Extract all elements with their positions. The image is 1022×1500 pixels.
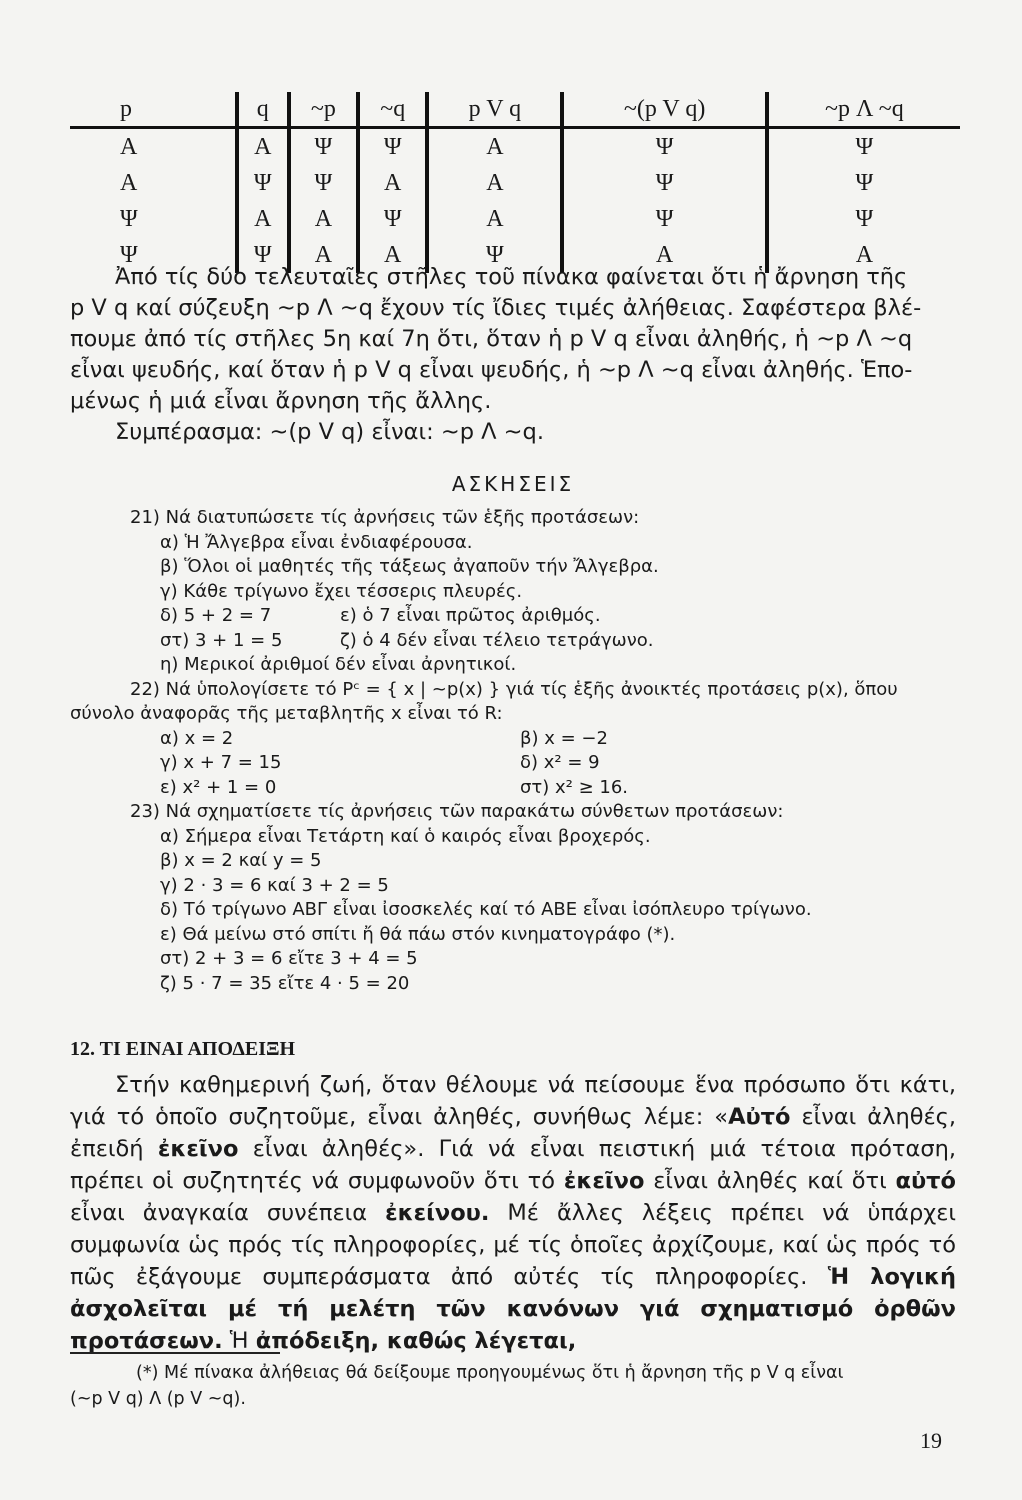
- exercise-item: γ) x + 7 = 15: [160, 752, 282, 773]
- emphasis: Αὐτό: [728, 1104, 791, 1130]
- exercises: [70, 466, 956, 996]
- exercise-item: ζ) ὁ 4 δέν εἶναι τέλειο τετράγωνο.: [340, 629, 654, 651]
- emphasis: ἀπόδειξη, καθώς λέγεται,: [255, 1328, 577, 1354]
- table-cell: Ψ: [120, 206, 138, 232]
- exercise-23: [70, 800, 956, 996]
- text-run: εἶναι ἀληθές καί ὅτι: [644, 1168, 896, 1194]
- table-cell: Α: [767, 237, 960, 273]
- exercise-21: [70, 506, 956, 678]
- exercise-item: ε) ὁ 7 εἶναι πρῶτος ἀριθμός.: [340, 605, 601, 626]
- col-header: p: [70, 92, 237, 128]
- page-number: 19: [920, 1428, 942, 1453]
- text-run: Στήν καθημερινή ζωή, ὅταν θέλουμε νά πείσουμε ἕνα πρόσωπο ὅτι κάτι, γιά τό ὁποῖο συζητοῦμε, εἶναι ἀληθές, συνήθως λέμε: «: [70, 1072, 956, 1130]
- section-title: 12. ΤΙ ΕΙΝΑΙ ΑΠΟΔΕΙΞΗ: [70, 1038, 296, 1060]
- table-cell: Α: [562, 237, 766, 273]
- exercise-title: 23) Νά σχηματίσετε τίς ἀρνήσεις τῶν παρακάτω σύνθετων προτάσεων:: [130, 801, 784, 822]
- exercise-item: δ) 5 + 2 = 7: [160, 605, 272, 626]
- table-row: [70, 201, 960, 237]
- table-cell: Ψ: [562, 201, 766, 237]
- exercise-item-row: [70, 751, 956, 776]
- emphasis: Ἡ λογική ἀσχολεῖται μέ τή μελέτη τῶν κανόνων γιά σχηματισμό ὀρθῶν προτάσεων.: [70, 1264, 956, 1354]
- exercise-item: α) Ἡ Ἄλγεβρα εἶναι ἐνδιαφέρουσα.: [160, 531, 473, 553]
- truth-table: [70, 92, 960, 273]
- text-run: εἶναι ἀναγκαία συνέπεια: [70, 1200, 386, 1226]
- table-cell: Ψ: [120, 242, 138, 268]
- text-run: Ἡ: [222, 1328, 256, 1354]
- table-cell: Ψ: [237, 165, 289, 201]
- footnote-line: (~p V q) Λ (p V ~q).: [70, 1389, 246, 1409]
- table-row: [70, 128, 960, 166]
- table-cell: Ψ: [427, 237, 562, 273]
- exercise-item-row: [70, 629, 956, 654]
- exercise-item: β) x = 2 καί y = 5: [160, 850, 322, 871]
- truth-table-header: [70, 92, 960, 128]
- exercise-item: α) Σήμερα εἶναι Τετάρτη καί ὁ καιρός εἶναι βροχερός.: [160, 825, 651, 847]
- emphasis: ἐκεῖνο: [157, 1136, 239, 1162]
- table-cell: Ψ: [767, 128, 960, 166]
- exercise-item: στ) 3 + 1 = 5: [160, 629, 283, 651]
- text-line: εἶναι ψευδής, καί ὅταν ἡ p V q εἶναι ψευδής, ἡ ~p Λ ~q εἶναι ἀληθής. Ἑπο-: [70, 357, 913, 383]
- col-header: q: [237, 92, 289, 128]
- text-run: εἶναι ἀληθές, ἐπειδή: [70, 1104, 957, 1162]
- table-cell: Α: [120, 170, 138, 196]
- text-run: εἶναι ἀληθές». Γιά νά εἶναι πειστική μιά τέτοια πρόταση, πρέπει οἱ συζητητές νά συμφωνοῦν ὅτι τό: [70, 1136, 956, 1194]
- section-12: [70, 1038, 956, 1357]
- text-line: p V q καί σύζευξη ~p Λ ~q ἔχουν τίς ἴδιες τιμές ἀλήθειας. Σαφέστερα βλέ-: [70, 295, 922, 321]
- exercise-item: στ) 2 + 3 = 6 εἴτε 3 + 4 = 5: [160, 948, 418, 969]
- table-cell: Α: [120, 134, 138, 160]
- table-cell: Α: [289, 237, 358, 273]
- exercise-item-row: [70, 727, 956, 752]
- col-header: ~(p V q): [562, 92, 766, 128]
- section-body: [70, 1069, 956, 1357]
- exercise-item: α) x = 2: [160, 727, 234, 749]
- exercise-item: η) Μερικοί ἀριθμοί δέν εἶναι ἀρνητικοί.: [160, 654, 517, 675]
- exercise-item: δ) Τό τρίγωνο ΑΒΓ εἶναι ἰσοσκελές καί τό ΑΒΕ εἶναι ἰσόπλευρο τρίγωνο.: [160, 899, 812, 920]
- text-line: μένως ἡ μιά εἶναι ἄρνηση τῆς ἄλλης.: [70, 388, 492, 414]
- col-header: ~p: [289, 92, 358, 128]
- table-cell: Α: [358, 165, 427, 201]
- table-cell: Α: [427, 128, 562, 166]
- exercise-item-row: [70, 604, 956, 629]
- exercises-heading: ΑΣΚΗΣΕΙΣ: [451, 472, 575, 496]
- exercise-item: γ) 2 · 3 = 6 καί 3 + 2 = 5: [160, 874, 389, 896]
- table-cell: Α: [237, 201, 289, 237]
- exercise-22: [70, 678, 956, 801]
- emphasis: ἐκεῖνο: [563, 1168, 645, 1194]
- col-header: p V q: [427, 92, 562, 128]
- table-cell: Ψ: [562, 165, 766, 201]
- exercise-title: 22) Νά ὑπολογίσετε τό Pᶜ = { x | ~p(x) } γιά τίς ἑξῆς ἀνοικτές προτάσεις p(x), ὅπου: [130, 678, 898, 700]
- exercise-item: β) Ὅλοι οἱ μαθητές τῆς τάξεως ἀγαποῦν τήν Ἄλγεβρα.: [160, 556, 659, 577]
- table-cell: Ψ: [358, 128, 427, 166]
- table-cell: Ψ: [289, 165, 358, 201]
- table-row: [70, 165, 960, 201]
- table-cell: Ψ: [767, 201, 960, 237]
- table-cell: Ψ: [289, 128, 358, 166]
- exercise-title-cont: σύνολο ἀναφορᾶς τῆς μεταβλητῆς x εἶναι τό R:: [70, 703, 503, 724]
- text-line: πουμε ἀπό τίς στῆλες 5η καί 7η ὅτι, ὅταν ἡ p V q εἶναι ἀληθής, ἡ ~p Λ ~q: [70, 326, 913, 352]
- conclusion: Συμπέρασμα: ~(p V q) εἶναι: ~p Λ ~q.: [115, 419, 544, 445]
- text-line: Ἀπό τίς δύο τελευταῖες στῆλες τοῦ πίνακα φαίνεται ὅτι ἡ ἄρνηση τῆς: [115, 264, 908, 290]
- exercise-item: ζ) 5 · 7 = 35 εἴτε 4 · 5 = 20: [160, 972, 410, 994]
- emphasis: αὐτό: [895, 1168, 956, 1194]
- exercise-item: ε) x² + 1 = 0: [160, 776, 277, 798]
- table-cell: Α: [289, 201, 358, 237]
- table-cell: Α: [358, 237, 427, 273]
- table-cell: Α: [427, 165, 562, 201]
- table-cell: Ψ: [358, 201, 427, 237]
- col-header: ~p Λ ~q: [767, 92, 960, 128]
- table-cell: Α: [427, 201, 562, 237]
- emphasis: ἐκείνου.: [385, 1200, 490, 1226]
- footnote: [70, 1360, 956, 1412]
- paragraph-negation: [70, 262, 956, 448]
- table-cell: Ψ: [562, 128, 766, 166]
- exercise-item: β) x = −2: [520, 727, 608, 749]
- exercise-item: δ) x² = 9: [520, 752, 600, 773]
- text-run: Μέ ἄλλες λέξεις πρέπει νά ὑπάρχει συμφωνία ὡς πρός τίς πληροφορίες, μέ τίς ὁποῖες ἀρχίζουμε, καί ὡς πρός τό πῶς ἐξάγουμε συμπεράσματα ἀπό αὐτές τίς πληροφορίες.: [70, 1200, 957, 1290]
- footnote-rule: [70, 1352, 280, 1354]
- exercise-item: γ) Κάθε τρίγωνο ἔχει τέσσερις πλευρές.: [160, 580, 523, 602]
- exercise-title: 21) Νά διατυπώσετε τίς ἀρνήσεις τῶν ἑξῆς προτάσεων:: [130, 507, 640, 528]
- exercise-item: ε) Θά μείνω στό σπίτι ἤ θά πάω στόν κινηματογράφο (*).: [160, 923, 676, 945]
- exercise-item-row: [70, 776, 956, 801]
- table-cell: Ψ: [237, 237, 289, 273]
- col-header: ~q: [358, 92, 427, 128]
- footnote-line: (*) Μέ πίνακα ἀλήθειας θά δείξουμε προηγουμένως ὅτι ἡ ἄρνηση τῆς p V q εἶναι: [136, 1363, 844, 1383]
- table-cell: Ψ: [767, 165, 960, 201]
- exercise-item: στ) x² ≥ 16.: [520, 776, 629, 798]
- table-cell: Α: [237, 128, 289, 166]
